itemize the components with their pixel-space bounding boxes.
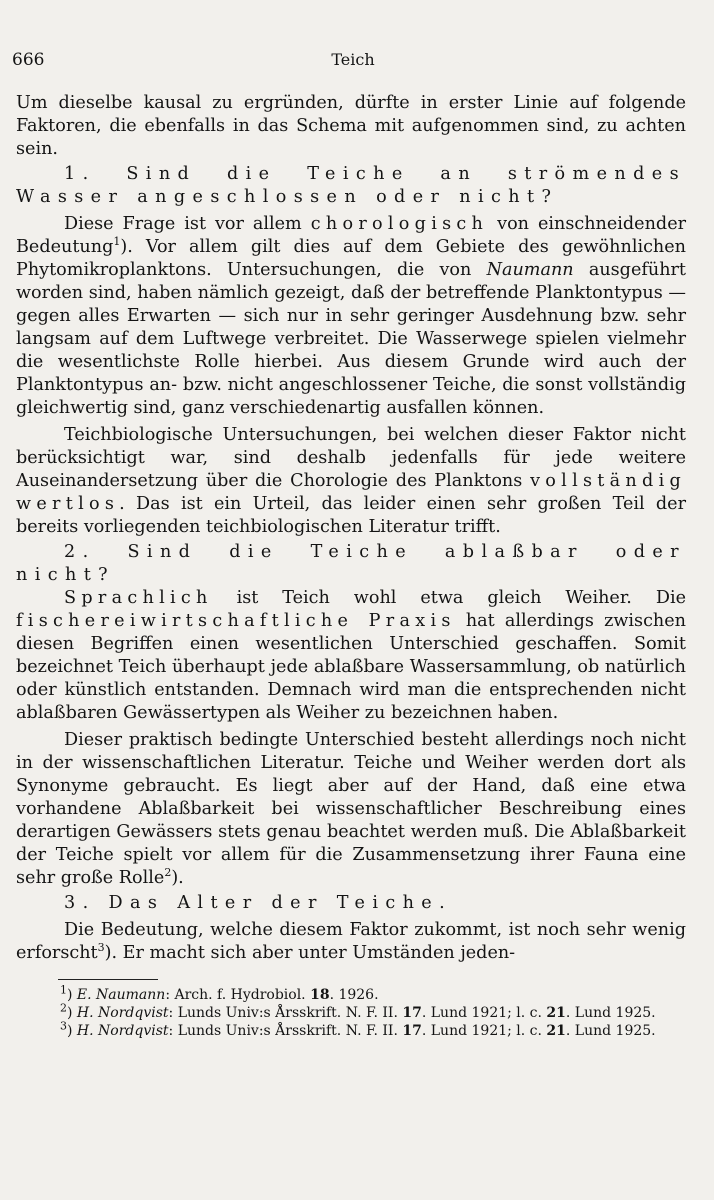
footnote-text: . Lund 1921; l. c. bbox=[421, 1005, 542, 1021]
section-3-heading: 3. Das Alter der Teiche. bbox=[64, 893, 453, 913]
page-number: 666 bbox=[12, 50, 45, 70]
footnote-volume: 18 bbox=[310, 987, 330, 1003]
section-1-heading: 1. Sind die Teiche an strömendes Wasser angeschlossen oder nicht? bbox=[16, 164, 686, 207]
footnote-volume: 21 bbox=[546, 1005, 566, 1021]
text-run: Diese Frage ist vor allem bbox=[64, 214, 302, 234]
footnote-2: $^2$) H. Nordqvist: Lunds Univ:s Årsskrift. N. F. II. 17. Lund 1921; l. c. 21. Lund 1925. bbox=[60, 1001, 656, 1021]
footnote-ref: 2 bbox=[164, 866, 172, 880]
running-title: Teich bbox=[331, 50, 375, 69]
section-2-paragraph-1 bbox=[16, 587, 686, 725]
footnote-text: : Lunds Univ:s Årsskrift. N. F. II. bbox=[168, 1005, 398, 1021]
footnote-text: . 1926. bbox=[329, 987, 379, 1003]
footnote-mark: 1 bbox=[60, 983, 67, 997]
text-run: Dieser praktisch bedingte Unterschied besteht allerdings noch nicht in der wissenschaftlichen Literatur. Teiche und Weiher werden dort als Synonyme gebraucht. Es liegt aber auf der Hand, daß eine etwa vorhandene Ablaßbarkeit bei wissenschaftlicher Beschreibung eines derartigen Gewässers stets genau beachtet werden muß. Die Ablaßbarkeit der Teiche spielt vor allem für die Zusammensetzung ihrer Fauna eine sehr große Rolle bbox=[16, 730, 686, 888]
footnote-text: . Lund 1925. bbox=[565, 1023, 656, 1039]
text-run: Die Bedeutung, welche diesem Faktor zukommt, ist noch sehr wenig erforscht bbox=[16, 920, 686, 963]
footnote-author: E. Naumann bbox=[76, 987, 166, 1003]
footnote-volume: 17 bbox=[402, 1023, 422, 1039]
footnote-text: . Lund 1925. bbox=[565, 1005, 656, 1021]
text-run: . Das ist ein Urteil, das leider einen sehr großen Teil der bereits vorliegenden teichbiologischen Literatur trifft. bbox=[16, 494, 686, 537]
footnote-volume: 17 bbox=[402, 1005, 422, 1021]
text-run: ). Er macht sich aber unter Umständen jeden- bbox=[104, 943, 516, 963]
text-run: Teichbiologische Untersuchungen, bei welchen dieser Faktor nicht berücksichtigt war, sind deshalb jedenfalls für jede weitere Auseinandersetzung über die Chorologie des Planktons bbox=[16, 425, 686, 491]
spaced-emphasis: vollständig wertlos bbox=[16, 471, 687, 514]
section-2-paragraph-2 bbox=[16, 729, 686, 890]
text-run: ). Vor allem gilt dies auf dem Gebiete des gewöhnlichen Phytomikroplanktons. Untersuchungen, die von bbox=[16, 237, 686, 280]
footnote-ref: 1 bbox=[113, 235, 121, 249]
author-name: Naumann bbox=[486, 260, 574, 280]
footnote-1: $^1$) E. Naumann: Arch. f. Hydrobiol. 18. 1926. bbox=[60, 983, 379, 1003]
text-run: ausgeführt worden sind, haben nämlich gezeigt, daß der betreffende Planktontypus — gegen alles Erwarten — sich nur in sehr geringer Ausdehnung bzw. sehr langsam auf dem Luftwege verbreitet. Die Wasserwege spielen vielmehr die wesentlichste Rolle hierbei. Aus diesem Grunde wird auch der Planktontypus an- bzw. nicht angeschlossener Teiche, die sonst vollständig gleichwertig sind, ganz verschiedenartig ausfallen können. bbox=[16, 260, 687, 418]
footnote-divider bbox=[58, 979, 158, 980]
text-run: ). bbox=[171, 868, 184, 888]
footnote-ref: 3 bbox=[97, 941, 105, 955]
section-2-heading: 2. Sind die Teiche ablaßbar oder nicht? bbox=[16, 542, 686, 585]
footnote-text: : Lunds Univ:s Årsskrift. N. F. II. bbox=[168, 1023, 398, 1039]
page-header bbox=[12, 50, 694, 74]
footnote-mark: 3 bbox=[60, 1019, 67, 1033]
footnote-author: H. Nordqvist bbox=[76, 1023, 169, 1039]
spaced-emphasis: chorologisch bbox=[310, 214, 489, 234]
footnote-author: H. Nordqvist bbox=[76, 1005, 169, 1021]
footnote-volume: 21 bbox=[546, 1023, 566, 1039]
text-run: hat allerdings zwischen diesen Begriffen einen wesentlichen Unterschied geschaffen. Somit bezeichnet Teich überhaupt jede ablaßbare Wassersammlung, ob natürlich oder künstlich entstanden. Demnach wird man die entsprechenden nicht ablaßbaren Gewässertypen als Weiher zu bezeichnen haben. bbox=[16, 611, 687, 723]
text-run: von einschneidender Bedeutung bbox=[16, 214, 687, 257]
footnote-3: $^3$) H. Nordqvist: Lunds Univ:s Årsskrift. N. F. II. 17. Lund 1921; l. c. 21. Lund 1925. bbox=[60, 1019, 656, 1039]
section-1-paragraph-2 bbox=[16, 424, 686, 539]
spaced-emphasis: fischereiwirtschaftliche Praxis bbox=[16, 611, 456, 631]
section-1-paragraph-1 bbox=[16, 213, 686, 420]
section-3-paragraph-1 bbox=[16, 919, 686, 965]
footnote-text: : Arch. f. Hydrobiol. bbox=[165, 987, 306, 1003]
page-body bbox=[16, 92, 686, 1040]
intro-paragraph: Um dieselbe kausal zu ergründen, dürfte in erster Linie auf folgende Faktoren, die ebenfalls in das Schema mit aufgenommen sind, zu achten sein. bbox=[16, 93, 686, 159]
footnote-mark: 2 bbox=[60, 1001, 67, 1015]
footnote-text: . Lund 1921; l. c. bbox=[421, 1023, 542, 1039]
text-run: ist Teich wohl etwa gleich Weiher. Die bbox=[236, 588, 686, 608]
spaced-emphasis: Sprachlich bbox=[64, 588, 213, 608]
footnotes bbox=[16, 983, 686, 1040]
